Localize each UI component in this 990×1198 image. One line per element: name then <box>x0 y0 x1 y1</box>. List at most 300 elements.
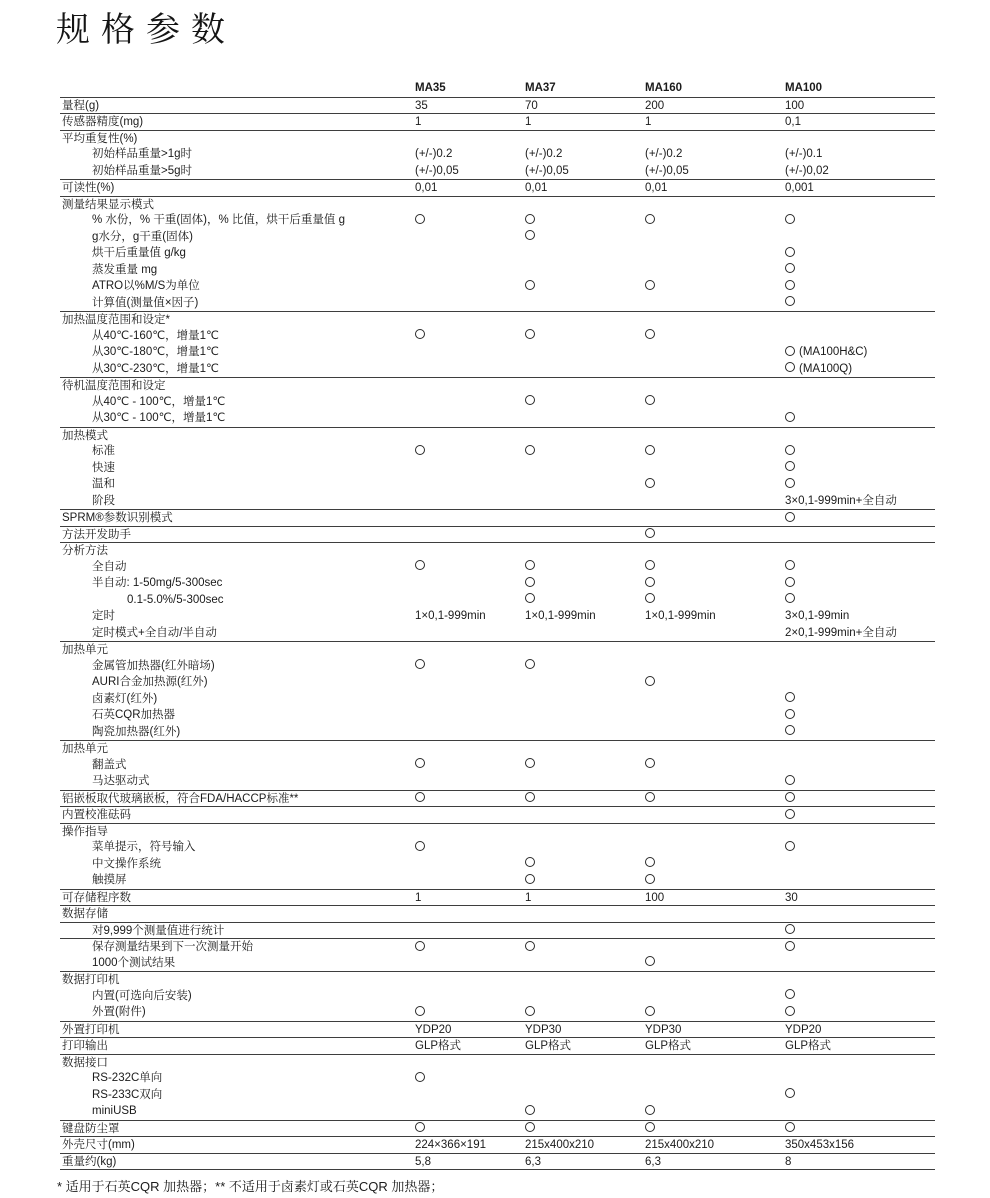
cell-ma37 <box>525 839 645 856</box>
feature-yes-circle-icon <box>645 758 655 768</box>
table-row <box>60 179 935 196</box>
cell-ma35 <box>415 493 525 510</box>
row-label: 初始样品重量>1g时 <box>92 148 193 160</box>
table-row <box>60 476 935 493</box>
cell-ma160 <box>645 428 785 444</box>
cell-ma37 <box>525 575 645 592</box>
table-row <box>60 113 935 130</box>
row-label: 加热温度范围和设定* <box>62 314 170 326</box>
cell-ma35 <box>415 856 525 873</box>
cell-ma100 <box>785 707 935 724</box>
page-title: 规格参数 <box>56 10 236 50</box>
table-row <box>60 146 935 163</box>
cell-ma35 <box>415 295 525 312</box>
cell-ma160 <box>645 724 785 741</box>
feature-yes-circle-icon <box>415 792 425 802</box>
feature-yes-circle-icon <box>785 461 795 471</box>
cell-ma100 <box>785 923 935 939</box>
feature-yes-circle-icon <box>785 512 795 522</box>
cell-ma160: (+/-)0,05 <box>645 164 689 177</box>
row-label: 从30℃ - 100℃，增量1℃ <box>92 412 226 424</box>
cell-ma160: 215x400x210 <box>645 1139 715 1151</box>
cell-ma35 <box>415 510 525 526</box>
feature-yes-circle-icon <box>785 362 795 372</box>
row-label: 0.1-5.0%/5-300sec <box>127 593 224 606</box>
cell-ma100: (+/-)0.1 <box>785 148 823 160</box>
cell-ma35 <box>415 361 525 378</box>
table-row <box>60 608 935 625</box>
feature-yes-circle-icon <box>525 792 535 802</box>
cell-ma37 <box>525 707 645 724</box>
cell-ma100 <box>785 791 935 807</box>
cell-ma100 <box>785 939 935 955</box>
feature-yes-circle-icon <box>525 874 535 884</box>
cell-ma100 <box>785 658 935 675</box>
feature-yes-circle-icon <box>785 809 795 819</box>
cell-ma37: (+/-)0,05 <box>525 164 569 177</box>
cell-ma37 <box>525 278 645 295</box>
cell-ma35 <box>415 1070 525 1087</box>
feature-yes-circle-icon <box>645 1105 655 1115</box>
cell-ma100 <box>785 312 935 328</box>
cell-ma100: YDP20 <box>785 1023 822 1036</box>
cell-ma35 <box>415 229 525 246</box>
cell-ma35 <box>415 625 525 642</box>
row-label: 中文操作系统 <box>92 857 161 870</box>
row-label: AURI合金加热源(红外) <box>92 676 208 688</box>
feature-yes-circle-icon <box>525 1122 535 1132</box>
feature-yes-circle-icon <box>785 709 795 719</box>
row-label: 数据存储 <box>62 908 108 920</box>
cell-ma160 <box>645 625 785 642</box>
cell-ma100 <box>785 824 935 840</box>
cell-ma35 <box>415 839 525 856</box>
row-label: miniUSB <box>92 1105 137 1117</box>
feature-yes-circle-icon <box>785 560 795 570</box>
cell-ma160 <box>645 872 785 889</box>
row-label: 陶瓷加热器(红外) <box>92 725 181 738</box>
cell-ma37 <box>525 939 645 955</box>
feature-yes-circle-icon <box>525 941 535 951</box>
cell-ma35 <box>415 344 525 361</box>
row-label: 初始样品重量>5g时 <box>92 164 193 177</box>
table-row <box>60 740 935 757</box>
cell-ma160 <box>645 245 785 262</box>
row-label: ATRO以%M/S为单位 <box>92 280 200 292</box>
table-row <box>60 905 935 922</box>
cell-ma35 <box>415 824 525 840</box>
feature-yes-circle-icon <box>525 560 535 570</box>
cell-ma35 <box>415 197 525 213</box>
feature-yes-circle-icon <box>645 857 655 867</box>
table-row <box>60 955 935 972</box>
table-row <box>60 641 935 658</box>
table-row <box>60 1021 935 1038</box>
cell-ma160 <box>645 543 785 559</box>
feature-yes-circle-icon <box>785 792 795 802</box>
table-row <box>60 229 935 246</box>
cell-ma160 <box>645 443 785 460</box>
feature-yes-circle-icon <box>645 792 655 802</box>
column-header-ma37: MA37 <box>525 82 556 94</box>
cell-ma100: 0,1 <box>785 116 801 128</box>
footnote: * 适用于石英CQR 加热器；** 不适用于卤素灯或石英CQR 加热器； <box>57 1179 444 1194</box>
feature-yes-circle-icon <box>785 692 795 702</box>
cell-ma100 <box>785 212 935 229</box>
cell-ma35 <box>415 410 525 427</box>
cell-ma160: YDP30 <box>645 1023 682 1036</box>
cell-ma160 <box>645 707 785 724</box>
cell-ma35: (+/-)0,05 <box>415 164 459 177</box>
cell-ma37 <box>525 1055 645 1071</box>
row-label: 量程(g) <box>62 99 100 112</box>
feature-yes-circle-icon <box>415 329 425 339</box>
row-label: 重量约(kg) <box>62 1155 117 1168</box>
cell-ma37 <box>525 428 645 444</box>
table-row <box>60 427 935 444</box>
cell-ma37 <box>525 658 645 675</box>
cell-ma35 <box>415 476 525 493</box>
cell-ma160 <box>645 295 785 312</box>
table-row <box>60 460 935 477</box>
feature-yes-circle-icon <box>525 395 535 405</box>
table-row <box>60 889 935 906</box>
cell-ma35: 1×0,1-999min <box>415 610 486 622</box>
cell-ma35 <box>415 988 525 1005</box>
cell-ma37 <box>525 625 645 642</box>
feature-yes-circle-icon <box>415 941 425 951</box>
cell-ma37 <box>525 1087 645 1104</box>
row-label: 卤素灯(红外) <box>92 692 158 705</box>
cell-ma37 <box>525 312 645 328</box>
table-row <box>60 1004 935 1021</box>
row-label: 加热模式 <box>62 429 108 442</box>
feature-yes-circle-icon <box>785 280 795 290</box>
feature-yes-circle-icon <box>785 296 795 306</box>
cell-ma35 <box>415 872 525 889</box>
cell-ma35 <box>415 791 525 807</box>
cell-ma37 <box>525 724 645 741</box>
table-row <box>60 344 935 361</box>
row-label: 保存测量结果到下一次测量开始 <box>92 941 253 953</box>
cell-ma35 <box>415 691 525 708</box>
cell-ma37 <box>525 824 645 840</box>
feature-yes-circle-icon <box>525 857 535 867</box>
feature-yes-circle-icon <box>645 874 655 884</box>
row-label: 可读性(%) <box>62 182 115 194</box>
table-row <box>60 443 935 460</box>
cell-ma37: 70 <box>525 99 538 112</box>
cell-ma100 <box>785 344 935 361</box>
row-label: 阶段 <box>92 494 115 507</box>
feature-yes-circle-icon <box>525 230 535 240</box>
feature-yes-circle-icon <box>645 395 655 405</box>
cell-ma35 <box>415 1004 525 1021</box>
cell-ma100 <box>785 988 935 1005</box>
cell-ma100 <box>785 262 935 279</box>
feature-yes-circle-icon <box>785 214 795 224</box>
row-label: 半自动: 1-50mg/5-300sec <box>92 577 223 589</box>
feature-yes-circle-icon <box>645 528 655 538</box>
feature-yes-circle-icon <box>645 280 655 290</box>
feature-yes-circle-icon <box>525 329 535 339</box>
feature-yes-circle-icon <box>645 560 655 570</box>
feature-yes-circle-icon <box>785 593 795 603</box>
row-label: 触摸屏 <box>92 874 127 886</box>
cell-ma160 <box>645 510 785 526</box>
row-label: 加热单元 <box>62 743 108 755</box>
cell-ma37: 1×0,1-999min <box>525 610 596 622</box>
feature-yes-circle-icon <box>525 593 535 603</box>
table-row <box>60 691 935 708</box>
cell-ma160 <box>645 757 785 774</box>
cell-ma100: (+/-)0,02 <box>785 164 829 177</box>
cell-ma35 <box>415 807 525 823</box>
cell-ma35 <box>415 559 525 576</box>
table-row <box>60 97 935 114</box>
row-label: 内置(可选向后安装) <box>92 989 192 1002</box>
feature-yes-circle-icon <box>525 1006 535 1016</box>
table-row <box>60 493 935 510</box>
cell-ma100 <box>785 559 935 576</box>
cell-ma35: 1 <box>415 891 422 904</box>
feature-yes-circle-icon <box>415 1072 425 1082</box>
feature-yes-circle-icon <box>645 676 655 686</box>
cell-ma160 <box>645 988 785 1005</box>
cell-ma35: GLP格式 <box>415 1040 462 1052</box>
row-label: 键盘防尘罩 <box>62 1122 120 1135</box>
cell-ma160 <box>645 824 785 840</box>
column-header-ma160: MA160 <box>645 82 683 94</box>
cell-ma160 <box>645 328 785 345</box>
cell-ma37 <box>525 807 645 823</box>
feature-yes-circle-icon <box>785 924 795 934</box>
row-label: 方法开发助手 <box>62 528 131 541</box>
table-row <box>60 988 935 1005</box>
row-label: 全自动 <box>92 560 127 573</box>
cell-ma160 <box>645 460 785 477</box>
feature-yes-circle-icon <box>645 1122 655 1132</box>
cell-ma35 <box>415 394 525 411</box>
cell-ma160: GLP格式 <box>645 1040 692 1052</box>
table-row <box>60 872 935 889</box>
feature-yes-circle-icon <box>785 989 795 999</box>
cell-ma35 <box>415 328 525 345</box>
cell-ma37 <box>525 493 645 510</box>
row-label: 外置(附件) <box>92 1006 146 1018</box>
row-label: % 水份，% 干重(固体)，% 比值，烘干后重量值 g <box>92 214 346 226</box>
cell-ma35 <box>415 575 525 592</box>
cell-ma35: 224×366×191 <box>415 1139 486 1151</box>
cell-ma35: 0,01 <box>415 182 438 194</box>
row-label: 定时 <box>92 610 115 622</box>
table-row <box>60 377 935 394</box>
table-row <box>60 212 935 229</box>
column-header-ma100: MA100 <box>785 82 823 94</box>
cell-ma35 <box>415 131 525 147</box>
cell-ma37 <box>525 510 645 526</box>
row-label: 烘干后重量值 g/kg <box>92 247 186 259</box>
cell-ma37: 1 <box>525 116 532 128</box>
cell-ma37: 1 <box>525 891 532 904</box>
table-row <box>60 922 935 939</box>
cell-ma100 <box>785 972 935 988</box>
header-label-spacer <box>60 80 415 97</box>
cell-ma37 <box>525 245 645 262</box>
feature-yes-circle-icon <box>415 841 425 851</box>
cell-ma35 <box>415 1055 525 1071</box>
cell-ma160 <box>645 361 785 378</box>
row-label: 定时模式+全自动/半自动 <box>92 626 217 639</box>
cell-ma160 <box>645 923 785 939</box>
table-row <box>60 971 935 988</box>
cell-ma37 <box>525 262 645 279</box>
cell-ma100 <box>785 1055 935 1071</box>
table-row <box>60 163 935 180</box>
feature-yes-circle-icon <box>525 577 535 587</box>
cell-ma100 <box>785 443 935 460</box>
cell-ma37 <box>525 988 645 1005</box>
cell-ma100 <box>785 839 935 856</box>
cell-ma160 <box>645 212 785 229</box>
cell-ma37 <box>525 1121 645 1137</box>
row-label: 传感器精度(mg) <box>62 116 144 128</box>
cell-ma160 <box>645 131 785 147</box>
spec-table <box>60 80 935 1170</box>
cell-ma37 <box>525 212 645 229</box>
row-label: 翻盖式 <box>92 758 127 771</box>
row-label: RS-233C双向 <box>92 1088 163 1101</box>
cell-ma160: 6,3 <box>645 1155 661 1168</box>
cell-ma37 <box>525 757 645 774</box>
cell-ma100 <box>785 872 935 889</box>
table-row <box>60 724 935 741</box>
table-row <box>60 1037 935 1054</box>
row-label: 可存储程序数 <box>62 891 131 904</box>
row-label: 铝嵌板取代玻璃嵌板，符合FDA/HACCP标准** <box>62 792 299 805</box>
cell-ma100: 8 <box>785 1155 792 1168</box>
row-label: 数据打印机 <box>62 974 120 986</box>
row-label: 从40℃-160℃，增量1℃ <box>92 329 219 342</box>
feature-yes-circle-icon <box>785 445 795 455</box>
feature-yes-circle-icon <box>415 1006 425 1016</box>
row-label: 1000个测试结果 <box>92 956 176 969</box>
cell-ma37 <box>525 955 645 972</box>
table-row <box>60 757 935 774</box>
feature-yes-circle-icon <box>645 593 655 603</box>
cell-ma160 <box>645 1004 785 1021</box>
table-row <box>60 196 935 213</box>
row-label: 菜单提示，符号输入 <box>92 841 196 853</box>
cell-ma100 <box>785 1004 935 1021</box>
cell-ma100: 30 <box>785 891 798 904</box>
table-row <box>60 295 935 312</box>
cell-ma37 <box>525 460 645 477</box>
cell-ma35 <box>415 378 525 394</box>
table-row <box>60 856 935 873</box>
cell-ma100 <box>785 428 935 444</box>
cell-ma37 <box>525 741 645 757</box>
cell-ma160 <box>645 1121 785 1137</box>
cell-ma35 <box>415 923 525 939</box>
feature-yes-circle-icon <box>525 214 535 224</box>
row-label: 从40℃ - 100℃，增量1℃ <box>92 395 226 408</box>
cell-ma160 <box>645 378 785 394</box>
cell-ma160: 100 <box>645 891 665 904</box>
row-label: 温和 <box>92 478 115 490</box>
cell-ma35 <box>415 1121 525 1137</box>
cell-ma100: 100 <box>785 99 805 112</box>
row-label: 数据接口 <box>62 1056 108 1069</box>
cell-ma160 <box>645 1055 785 1071</box>
feature-yes-circle-icon <box>645 956 655 966</box>
cell-ma100 <box>785 543 935 559</box>
cell-ma35 <box>415 724 525 741</box>
table-row <box>60 1136 935 1153</box>
cell-ma160 <box>645 394 785 411</box>
row-label: 对9,999个测量值进行统计 <box>92 924 225 937</box>
row-label: 测量结果显示模式 <box>62 198 154 211</box>
row-label: RS-232C单向 <box>92 1072 163 1084</box>
cell-ma100 <box>785 1103 935 1120</box>
cell-ma160 <box>645 839 785 856</box>
cell-ma35 <box>415 245 525 262</box>
feature-yes-circle-icon <box>645 329 655 339</box>
table-row <box>60 262 935 279</box>
cell-ma37 <box>525 691 645 708</box>
cell-ma35 <box>415 741 525 757</box>
row-label: 外壳尺寸(mm) <box>62 1139 135 1151</box>
cell-ma35 <box>415 773 525 790</box>
cell-ma35 <box>415 1103 525 1120</box>
table-row <box>60 938 935 955</box>
cell-ma160 <box>645 807 785 823</box>
cell-ma160 <box>645 592 785 609</box>
cell-ma37 <box>525 1004 645 1021</box>
cell-ma100 <box>785 1087 935 1104</box>
cell-ma100 <box>785 527 935 543</box>
cell-ma37 <box>525 543 645 559</box>
cell-ma100 <box>785 278 935 295</box>
cell-ma160 <box>645 791 785 807</box>
cell-ma100 <box>785 1121 935 1137</box>
table-row <box>60 509 935 526</box>
feature-yes-circle-icon <box>785 841 795 851</box>
cell-ma35 <box>415 262 525 279</box>
cell-ma35 <box>415 428 525 444</box>
feature-yes-circle-icon <box>785 247 795 257</box>
cell-ma100 <box>785 773 935 790</box>
cell-ma160 <box>645 691 785 708</box>
feature-yes-circle-icon <box>785 941 795 951</box>
cell-ma100 <box>785 361 935 378</box>
cell-ma37 <box>525 1103 645 1120</box>
table-row <box>60 707 935 724</box>
table-row <box>60 625 935 642</box>
cell-ma35 <box>415 972 525 988</box>
cell-ma100 <box>785 741 935 757</box>
cell-ma37 <box>525 410 645 427</box>
cell-ma160: 200 <box>645 99 665 112</box>
cell-ma35 <box>415 939 525 955</box>
cell-ma37 <box>525 856 645 873</box>
cell-ma160 <box>645 493 785 510</box>
row-label: 从30℃-180℃，增量1℃ <box>92 346 219 358</box>
table-row <box>60 674 935 691</box>
feature-yes-circle-icon <box>645 478 655 488</box>
cell-ma35 <box>415 592 525 609</box>
table-row <box>60 278 935 295</box>
